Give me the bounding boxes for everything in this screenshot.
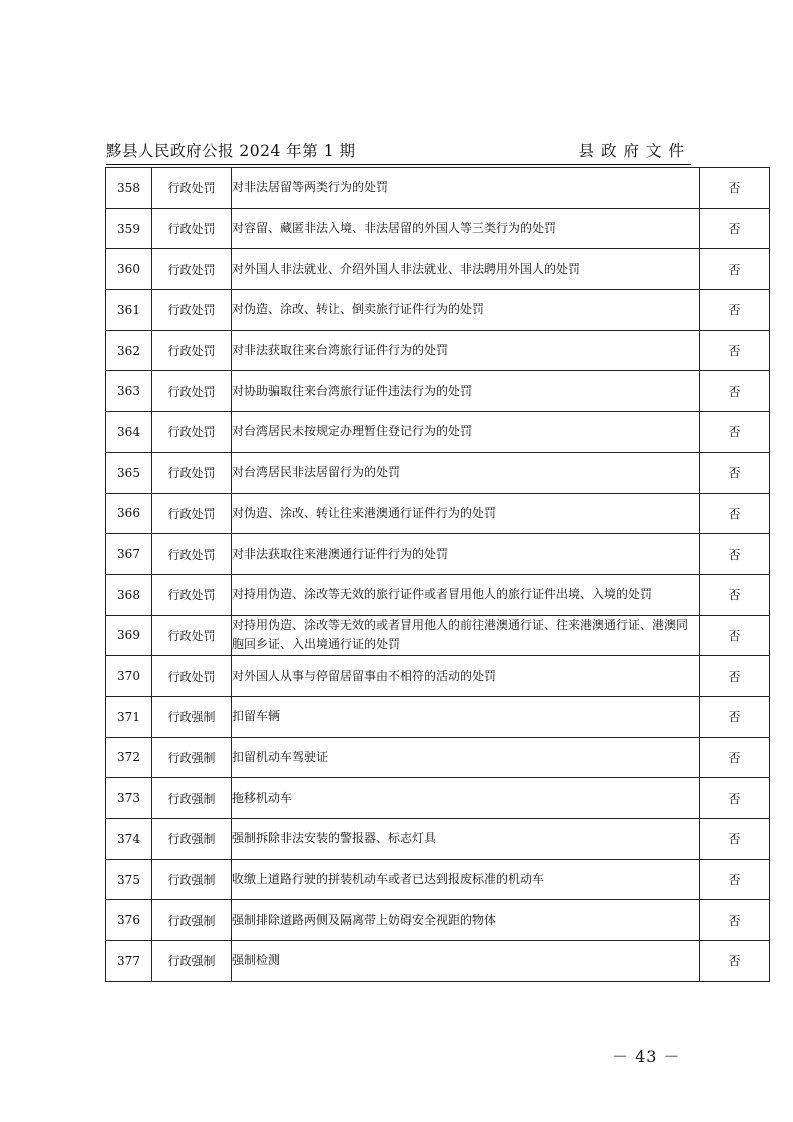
power-name: 对伪造、涂改、转让、倒卖旅行证件行为的处罚 [232, 290, 700, 331]
flag-cell: 否 [700, 330, 770, 371]
table-row [106, 412, 770, 453]
power-name: 对台湾居民未按规定办理暂住登记行为的处罚 [232, 412, 700, 453]
table-row [106, 859, 770, 900]
power-name: 对非法居留等两类行为的处罚 [232, 168, 700, 209]
row-number: 374 [106, 819, 152, 860]
power-type: 行政处罚 [152, 452, 232, 493]
table-row [106, 493, 770, 534]
power-name: 对伪造、涂改、转让往来港澳通行证件行为的处罚 [232, 493, 700, 534]
row-number: 360 [106, 249, 152, 290]
row-number: 376 [106, 900, 152, 941]
table-row [106, 208, 770, 249]
table-row [106, 778, 770, 819]
row-number: 377 [106, 941, 152, 982]
row-number: 364 [106, 412, 152, 453]
power-type: 行政强制 [152, 696, 232, 737]
power-name: 强制检测 [232, 941, 700, 982]
table-row [106, 290, 770, 331]
flag-cell: 否 [700, 574, 770, 615]
power-type: 行政强制 [152, 778, 232, 819]
flag-cell: 否 [700, 819, 770, 860]
row-number: 366 [106, 493, 152, 534]
running-header [106, 139, 691, 165]
bulletin-title: 黟县人民政府公报 2024 年第 1 期 [106, 142, 356, 160]
flag-cell: 否 [700, 249, 770, 290]
flag-cell: 否 [700, 208, 770, 249]
table-row [106, 819, 770, 860]
flag-cell: 否 [700, 493, 770, 534]
row-number: 371 [106, 696, 152, 737]
row-number: 362 [106, 330, 152, 371]
row-number: 361 [106, 290, 152, 331]
table-row [106, 737, 770, 778]
power-type: 行政处罚 [152, 168, 232, 209]
row-number: 370 [106, 656, 152, 697]
table-row [106, 574, 770, 615]
power-name: 对持用伪造、涂改等无效的旅行证件或者冒用他人的旅行证件出境、入境的处罚 [232, 574, 700, 615]
power-type: 行政处罚 [152, 290, 232, 331]
row-number: 369 [106, 615, 152, 656]
row-number: 358 [106, 168, 152, 209]
table-row [106, 330, 770, 371]
power-name: 对台湾居民非法居留行为的处罚 [232, 452, 700, 493]
flag-cell: 否 [700, 696, 770, 737]
power-name: 扣留机动车驾驶证 [232, 737, 700, 778]
flag-cell: 否 [700, 452, 770, 493]
section-title: 县政府文件 [578, 142, 691, 160]
power-type: 行政处罚 [152, 574, 232, 615]
row-number: 359 [106, 208, 152, 249]
table-row [106, 900, 770, 941]
power-type: 行政处罚 [152, 371, 232, 412]
power-type: 行政处罚 [152, 615, 232, 656]
table-row [106, 534, 770, 575]
page-number: － 43 － [612, 1047, 681, 1066]
flag-cell: 否 [700, 656, 770, 697]
table-row [106, 371, 770, 412]
row-number: 365 [106, 452, 152, 493]
row-number: 372 [106, 737, 152, 778]
flag-cell: 否 [700, 534, 770, 575]
table-row [106, 941, 770, 982]
row-number: 373 [106, 778, 152, 819]
row-number: 375 [106, 859, 152, 900]
row-number: 368 [106, 574, 152, 615]
power-name: 强制拆除非法安装的警报器、标志灯具 [232, 819, 700, 860]
flag-cell: 否 [700, 941, 770, 982]
flag-cell: 否 [700, 737, 770, 778]
flag-cell: 否 [700, 778, 770, 819]
power-type: 行政处罚 [152, 330, 232, 371]
power-name: 拖移机动车 [232, 778, 700, 819]
power-name: 对容留、藏匿非法入境、非法居留的外国人等三类行为的处罚 [232, 208, 700, 249]
power-type: 行政强制 [152, 819, 232, 860]
power-type: 行政处罚 [152, 208, 232, 249]
power-name: 强制排除道路两侧及隔离带上妨碍安全视距的物体 [232, 900, 700, 941]
power-name: 扣留车辆 [232, 696, 700, 737]
power-type: 行政处罚 [152, 534, 232, 575]
flag-cell: 否 [700, 371, 770, 412]
header-rule [106, 164, 691, 165]
power-type: 行政处罚 [152, 249, 232, 290]
table-row [106, 615, 770, 656]
power-list-table [105, 167, 770, 982]
flag-cell: 否 [700, 412, 770, 453]
power-name: 对非法获取往来港澳通行证件行为的处罚 [232, 534, 700, 575]
power-type: 行政强制 [152, 900, 232, 941]
table-row [106, 696, 770, 737]
power-name: 对持用伪造、涂改等无效的或者冒用他人的前往港澳通行证、往来港澳通行证、港澳同胞回乡证、入出境通行证的处罚 [232, 615, 700, 656]
power-name: 收缴上道路行驶的拼装机动车或者已达到报废标准的机动车 [232, 859, 700, 900]
flag-cell: 否 [700, 900, 770, 941]
table-row [106, 452, 770, 493]
flag-cell: 否 [700, 615, 770, 656]
flag-cell: 否 [700, 168, 770, 209]
table-row [106, 656, 770, 697]
row-number: 363 [106, 371, 152, 412]
power-type: 行政强制 [152, 941, 232, 982]
power-type: 行政强制 [152, 737, 232, 778]
flag-cell: 否 [700, 859, 770, 900]
power-name: 对外国人从事与停留居留事由不相符的活动的处罚 [232, 656, 700, 697]
power-type: 行政强制 [152, 859, 232, 900]
power-type: 行政处罚 [152, 493, 232, 534]
power-type: 行政处罚 [152, 656, 232, 697]
power-type: 行政处罚 [152, 412, 232, 453]
row-number: 367 [106, 534, 152, 575]
power-name: 对外国人非法就业、介绍外国人非法就业、非法聘用外国人的处罚 [232, 249, 700, 290]
table-row [106, 249, 770, 290]
power-name: 对非法获取往来台湾旅行证件行为的处罚 [232, 330, 700, 371]
power-name: 对协助骗取往来台湾旅行证件违法行为的处罚 [232, 371, 700, 412]
table-row [106, 168, 770, 209]
flag-cell: 否 [700, 290, 770, 331]
